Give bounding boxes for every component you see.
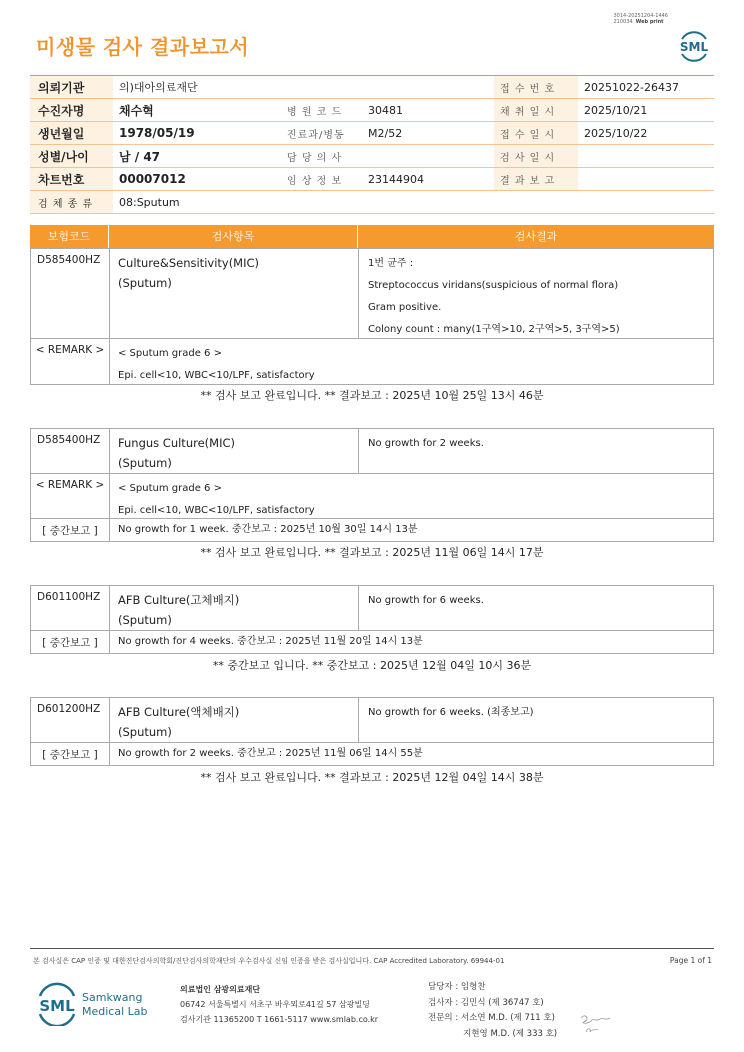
print-code-2: 210034 xyxy=(613,19,633,25)
corp-address: 06742 서울특별시 서초구 바우뫼로41길 57 삼광빌딩 xyxy=(180,1000,370,1009)
print-code-1: 3014-20251204-1446 xyxy=(613,13,668,19)
remark-line: < Sputum grade 6 > xyxy=(118,483,222,494)
staff-info xyxy=(428,980,557,1042)
info-label: 병 원 코 드 xyxy=(281,99,362,122)
interim-label: [ 중간보고 ] xyxy=(31,519,110,541)
remark-text xyxy=(110,339,713,384)
logo-name-line2: Medical Lab xyxy=(82,1005,148,1018)
info-row xyxy=(30,191,714,214)
info-label: 검 사 일 시 xyxy=(494,145,578,168)
insurance-code: D585400HZ xyxy=(31,429,110,473)
result-line: Gram positive. xyxy=(368,302,442,313)
result-block xyxy=(30,585,714,654)
interim-text: No growth for 1 week. 중간보고 : 2025년 10월 30일 14시 13분 xyxy=(118,524,418,535)
completion-note: ** 검사 보고 완료입니다. ** 결과보고 : 2025년 12월 04일 14시 38분 xyxy=(200,771,544,784)
test-result xyxy=(359,586,713,630)
info-value: 1978/05/19 xyxy=(113,122,281,145)
interim-row xyxy=(31,631,713,653)
result-block xyxy=(30,428,714,542)
result-line: Colony count : many(1구역>10, 2구역>5, 3구역>5) xyxy=(368,324,620,335)
info-label: 접 수 일 시 xyxy=(494,122,578,145)
info-value: 20251022-26437 xyxy=(578,76,714,99)
completion-note: ** 검사 보고 완료입니다. ** 결과보고 : 2025년 11월 06일 14시 17분 xyxy=(200,546,544,559)
result-row xyxy=(31,586,713,631)
corp-name: 의료법인 삼광의료재단 xyxy=(180,985,261,994)
print-code xyxy=(613,13,668,25)
info-row xyxy=(30,145,714,168)
staff-line: 담당자 : 임형찬 xyxy=(428,982,486,992)
completion-note: ** 검사 보고 완료입니다. ** 결과보고 : 2025년 10월 25일 13시 46분 xyxy=(200,389,544,402)
accreditation-note: 본 검사실은 CAP 인증 및 대한진단검사의학회/진단검사의학재단의 우수검사실 신임 인증을 받은 검사실입니다. CAP Accredited Laboratory. 69944-01 xyxy=(33,957,505,965)
test-item xyxy=(110,429,359,473)
result-line: No growth for 2 weeks. xyxy=(368,438,484,449)
signature-icon xyxy=(578,1010,614,1036)
info-value: 00007012 xyxy=(113,168,281,191)
test-result xyxy=(359,698,713,742)
interim-label: [ 중간보고 ] xyxy=(31,743,110,765)
info-label: 차트번호 xyxy=(30,168,113,191)
info-row xyxy=(30,99,714,122)
specimen: (Sputum) xyxy=(118,276,172,290)
result-line: Streptococcus viridans(suspicious of normal flora) xyxy=(368,280,619,291)
web-print-label: Web print xyxy=(635,19,664,25)
remark-row xyxy=(31,474,713,519)
specimen: (Sputum) xyxy=(118,456,172,470)
info-label: 임 상 정 보 xyxy=(281,168,362,191)
result-line: No growth for 6 weeks. (최종보고) xyxy=(368,707,534,718)
insurance-code: D601100HZ xyxy=(31,586,110,630)
info-value: 채수혁 xyxy=(113,99,281,122)
remark-label: < REMARK > xyxy=(31,339,110,384)
sml-logo-text: SML xyxy=(679,40,709,54)
remark-line: Epi. cell<10, WBC<10/LPF, satisfactory xyxy=(118,505,315,516)
info-label: 의뢰기관 xyxy=(30,76,113,99)
info-value: 남 / 47 xyxy=(113,145,281,168)
test-name: AFB Culture(액체배지) xyxy=(118,705,240,719)
result-row xyxy=(31,429,713,474)
patient-info-table xyxy=(30,75,714,214)
report-title: 미생물 검사 결과보고서 xyxy=(36,35,250,59)
test-item xyxy=(110,698,359,742)
result-row xyxy=(31,698,713,743)
result-line: No growth for 6 weeks. xyxy=(368,595,484,606)
header-result: 검사결과 xyxy=(514,230,558,243)
info-label: 채 취 일 시 xyxy=(494,99,578,122)
test-name: Culture&Sensitivity(MIC) xyxy=(118,256,260,270)
info-label: 성별/나이 xyxy=(30,145,113,168)
interim-row xyxy=(31,519,713,541)
interim-label: [ 중간보고 ] xyxy=(31,631,110,653)
logo-name-line1: Samkwang xyxy=(82,991,143,1004)
info-value: 2025/10/21 xyxy=(578,99,714,122)
specimen: (Sputum) xyxy=(118,613,172,627)
info-value: 2025/10/22 xyxy=(578,122,714,145)
remark-text xyxy=(110,474,713,518)
info-label: 생년월일 xyxy=(30,122,113,145)
test-result xyxy=(359,429,713,473)
specimen: (Sputum) xyxy=(118,725,172,739)
remark-line: Epi. cell<10, WBC<10/LPF, satisfactory xyxy=(118,370,315,381)
test-name: AFB Culture(고체배지) xyxy=(118,593,240,607)
header-code: 보험코드 xyxy=(30,225,109,248)
test-name: Fungus Culture(MIC) xyxy=(118,436,235,450)
remark-row xyxy=(31,339,713,384)
result-row xyxy=(31,249,713,339)
info-value: 30481 xyxy=(362,99,494,122)
info-value: 08:Sputum xyxy=(113,191,714,214)
info-label: 결 과 보 고 xyxy=(494,168,578,191)
corp-contact: 검사기관 11365200 T 1661-5117 www.smlab.co.kr xyxy=(180,1015,379,1024)
header-item: 검사항목 xyxy=(109,225,358,248)
test-item xyxy=(110,586,359,630)
info-label: 접 수 번 호 xyxy=(494,76,578,99)
insurance-code: D585400HZ xyxy=(31,249,110,338)
test-result xyxy=(359,249,713,338)
page-number: Page 1 of 1 xyxy=(669,956,712,965)
staff-line: 지현영 M.D. (제 333 호) xyxy=(428,1028,558,1039)
info-label: 담 당 의 사 xyxy=(281,145,362,168)
results-header xyxy=(30,225,714,248)
staff-line: 전문의 : 서소연 M.D. (제 711 호) xyxy=(428,1013,555,1023)
info-row xyxy=(30,168,714,191)
result-line: 1번 균주 : xyxy=(368,258,414,269)
info-label: 검 체 종 류 xyxy=(30,191,113,214)
completion-note: ** 중간보고 입니다. ** 중간보고 : 2025년 12월 04일 10시 36분 xyxy=(212,659,532,672)
interim-row xyxy=(31,743,713,765)
samkwang-logo-icon xyxy=(36,980,158,1026)
staff-line: 검사자 : 김민식 (제 36747 호) xyxy=(428,997,544,1008)
info-row xyxy=(30,122,714,145)
info-value xyxy=(362,145,494,168)
info-label: 진료과/병동 xyxy=(281,122,362,145)
corp-info xyxy=(180,982,378,1027)
info-value: 의)대아의료재단 xyxy=(113,76,281,99)
logo-main-text: SML xyxy=(39,997,75,1015)
info-value: M2/52 xyxy=(362,122,494,145)
info-row xyxy=(30,76,714,99)
footer-divider xyxy=(30,948,714,949)
insurance-code: D601200HZ xyxy=(31,698,110,742)
test-item xyxy=(110,249,359,338)
remark-label: < REMARK > xyxy=(31,474,110,518)
interim-text: No growth for 4 weeks. 중간보고 : 2025년 11월 20일 14시 13분 xyxy=(118,636,423,647)
remark-line: < Sputum grade 6 > xyxy=(118,348,222,359)
info-value: 23144904 xyxy=(362,168,494,191)
result-block xyxy=(30,248,714,385)
info-value xyxy=(578,145,714,168)
result-block xyxy=(30,697,714,766)
info-value xyxy=(578,168,714,191)
sml-logo-icon xyxy=(676,27,712,63)
interim-text: No growth for 2 weeks. 중간보고 : 2025년 11월 06일 14시 55분 xyxy=(118,748,423,759)
info-label: 수진자명 xyxy=(30,99,113,122)
